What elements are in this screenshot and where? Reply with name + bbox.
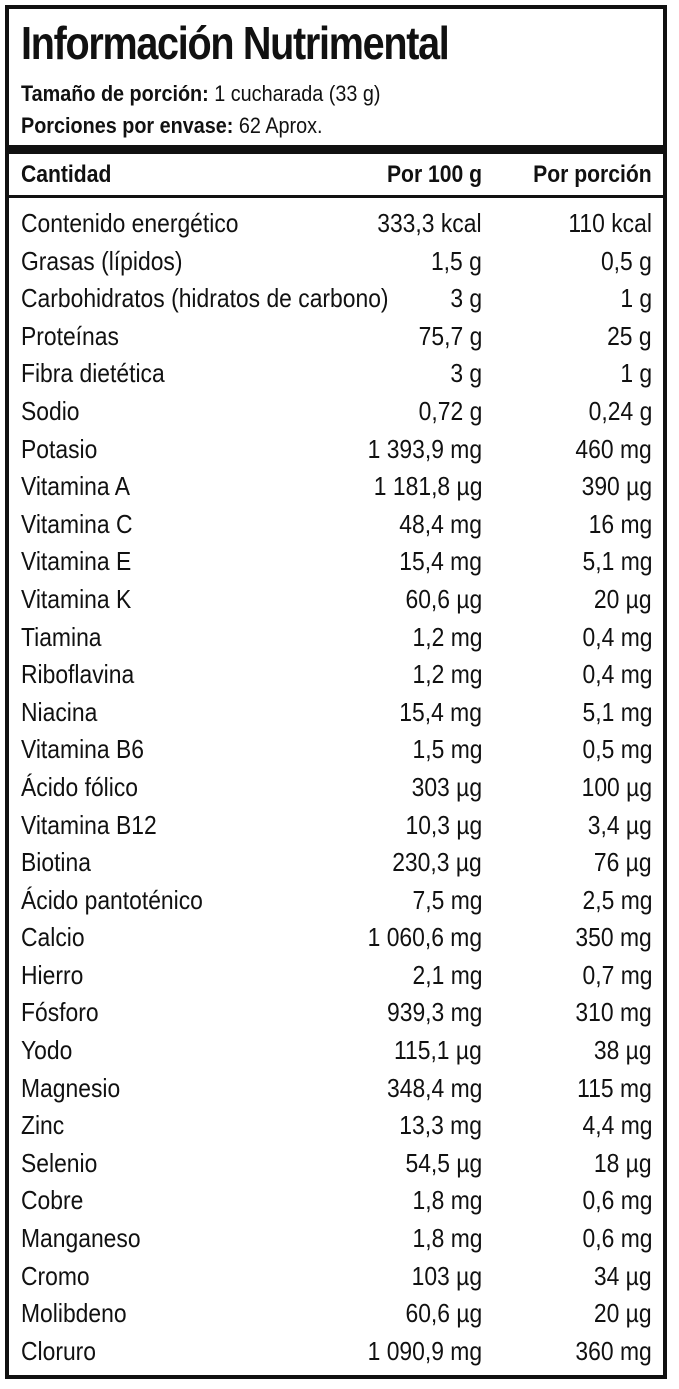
value-per-serving: 2,5 mg — [582, 884, 652, 915]
nutrient-name: Hierro — [21, 959, 84, 990]
table-row — [9, 355, 663, 393]
value-per-100g: 348,4 mg — [386, 1072, 482, 1103]
value-per-serving: 0,5 g — [601, 245, 652, 276]
table-row — [9, 844, 663, 882]
value-per-100g: 0,72 g — [418, 395, 482, 426]
value-per-100g: 75,7 g — [418, 320, 482, 351]
value-per-serving: 18 µg — [594, 1147, 652, 1178]
table-row — [9, 431, 663, 469]
table-row — [9, 1258, 663, 1296]
value-per-100g: 10,3 µg — [405, 809, 482, 840]
value-per-serving: 0,5 mg — [582, 734, 652, 765]
nutrient-name: Ácido pantoténico — [21, 884, 203, 915]
table-row — [9, 1107, 663, 1145]
column-header-per-100g: Por 100 g — [386, 161, 482, 188]
table-row — [9, 769, 663, 807]
nutrient-name: Cloruro — [21, 1335, 97, 1366]
value-per-serving: 460 mg — [575, 433, 652, 464]
table-row — [9, 656, 663, 694]
table-row — [9, 581, 663, 619]
table-row — [9, 694, 663, 732]
value-per-serving: 0,4 mg — [582, 659, 652, 690]
nutrient-name: Riboflavina — [21, 659, 135, 690]
value-per-serving: 25 g — [607, 320, 652, 351]
thick-divider — [9, 145, 663, 154]
value-per-serving: 38 µg — [594, 1035, 652, 1066]
value-per-100g: 1,5 g — [431, 245, 482, 276]
table-row — [9, 1295, 663, 1333]
servings-per-container-line — [21, 111, 323, 141]
nutrient-name: Calcio — [21, 922, 85, 953]
nutrient-name: Carbohidratos (hidratos de carbono) — [21, 283, 389, 314]
value-per-serving: 100 µg — [581, 771, 652, 802]
value-per-100g: 3 g — [450, 283, 482, 314]
nutrient-name: Biotina — [21, 847, 91, 878]
value-per-100g: 15,4 mg — [399, 546, 482, 577]
table-row — [9, 393, 663, 431]
value-per-serving: 310 mg — [575, 997, 652, 1028]
column-header-per-serving: Por porción — [533, 161, 652, 188]
value-per-100g: 103 µg — [411, 1260, 482, 1291]
value-per-serving: 20 µg — [594, 583, 652, 614]
nutrient-name: Manganeso — [21, 1223, 141, 1254]
serving-size-label: Tamaño de porción: — [21, 81, 209, 106]
value-per-serving: 0,6 mg — [582, 1223, 652, 1254]
nutrient-name: Potasio — [21, 433, 98, 464]
nutrient-name: Selenio — [21, 1147, 98, 1178]
nutrient-name: Vitamina A — [21, 471, 130, 502]
nutrient-name: Molibdeno — [21, 1298, 127, 1329]
table-row — [9, 205, 663, 243]
value-per-serving: 0,7 mg — [582, 959, 652, 990]
nutrient-name: Contenido energético — [21, 208, 239, 238]
value-per-serving: 1 g — [620, 358, 652, 389]
nutrient-name: Vitamina B6 — [21, 734, 144, 765]
table-row — [9, 1220, 663, 1258]
table-row — [9, 280, 663, 318]
value-per-100g: 1 393,9 mg — [367, 433, 482, 464]
nutrient-name: Zinc — [21, 1110, 65, 1141]
nutrient-name: Yodo — [21, 1035, 73, 1066]
value-per-100g: 54,5 µg — [405, 1147, 482, 1178]
nutrient-name: Fibra dietética — [21, 358, 165, 389]
nutrient-name: Magnesio — [21, 1072, 121, 1103]
value-per-100g: 939,3 mg — [386, 997, 482, 1028]
value-per-serving: 34 µg — [594, 1260, 652, 1291]
table-row — [9, 619, 663, 657]
page-title: Información Nutrimental — [21, 17, 449, 69]
nutrition-facts-panel — [5, 5, 667, 1379]
value-per-100g: 230,3 µg — [392, 847, 482, 878]
value-per-100g: 48,4 mg — [399, 508, 482, 539]
value-per-100g: 1,2 mg — [412, 659, 482, 690]
value-per-100g: 2,1 mg — [412, 959, 482, 990]
servings-per-container-value: 62 Aprox. — [233, 113, 323, 138]
value-per-serving: 0,4 mg — [582, 621, 652, 652]
value-per-100g: 1,2 mg — [412, 621, 482, 652]
nutrient-name: Sodio — [21, 395, 80, 426]
table-row — [9, 543, 663, 581]
table-row — [9, 506, 663, 544]
value-per-100g: 15,4 mg — [399, 696, 482, 727]
value-per-100g: 60,6 µg — [405, 583, 482, 614]
table-row — [9, 919, 663, 957]
value-per-100g: 13,3 mg — [399, 1110, 482, 1141]
table-row — [9, 243, 663, 281]
serving-size-value: 1 cucharada (33 g) — [208, 81, 381, 106]
value-per-serving: 350 mg — [575, 922, 652, 953]
value-per-serving: 110 kcal — [568, 208, 652, 238]
value-per-100g: 1 060,6 mg — [367, 922, 482, 953]
value-per-serving: 1 g — [620, 283, 652, 314]
value-per-100g: 60,6 µg — [405, 1298, 482, 1329]
table-row — [9, 1145, 663, 1183]
value-per-serving: 360 mg — [575, 1335, 652, 1366]
table-row — [9, 807, 663, 845]
nutrient-name: Vitamina B12 — [21, 809, 157, 840]
value-per-serving: 3,4 µg — [587, 809, 652, 840]
nutrient-name: Tiamina — [21, 621, 102, 652]
serving-size-line — [21, 79, 380, 109]
value-per-serving: 20 µg — [594, 1298, 652, 1329]
value-per-100g: 1 090,9 mg — [367, 1335, 482, 1366]
nutrient-name: Vitamina E — [21, 546, 132, 577]
value-per-serving: 390 µg — [581, 471, 652, 502]
header-divider — [9, 195, 663, 198]
nutrient-name: Grasas (lípidos) — [21, 245, 183, 276]
table-row — [9, 1182, 663, 1220]
table-row — [9, 731, 663, 769]
value-per-100g: 7,5 mg — [412, 884, 482, 915]
nutrient-name: Ácido fólico — [21, 771, 139, 802]
table-row — [9, 318, 663, 356]
value-per-100g: 1,8 mg — [412, 1185, 482, 1216]
nutrient-name: Fósforo — [21, 997, 99, 1028]
nutrient-name: Proteínas — [21, 320, 119, 351]
nutrient-name: Niacina — [21, 696, 98, 727]
value-per-serving: 76 µg — [594, 847, 652, 878]
nutrient-name: Vitamina C — [21, 508, 133, 539]
value-per-100g: 303 µg — [411, 771, 482, 802]
value-per-serving: 4,4 mg — [582, 1110, 652, 1141]
value-per-100g: 1,5 mg — [412, 734, 482, 765]
value-per-100g: 1,8 mg — [412, 1223, 482, 1254]
value-per-serving: 0,6 mg — [582, 1185, 652, 1216]
table-row — [9, 994, 663, 1032]
nutrient-table — [9, 205, 663, 1370]
nutrient-name: Cromo — [21, 1260, 90, 1291]
column-header-quantity: Cantidad — [21, 161, 112, 188]
value-per-serving: 16 mg — [588, 508, 652, 539]
table-row — [9, 957, 663, 995]
servings-per-container-label: Porciones por envase: — [21, 113, 234, 138]
nutrient-name: Vitamina K — [21, 583, 132, 614]
table-row — [9, 468, 663, 506]
table-row — [9, 1070, 663, 1108]
value-per-serving: 5,1 mg — [582, 696, 652, 727]
nutrient-name: Cobre — [21, 1185, 84, 1216]
value-per-100g: 1 181,8 µg — [373, 471, 482, 502]
value-per-serving: 115 mg — [577, 1072, 652, 1103]
value-per-100g: 3 g — [450, 358, 482, 389]
table-row — [9, 882, 663, 920]
value-per-100g: 333,3 kcal — [377, 208, 482, 238]
value-per-100g: 115,1 µg — [394, 1035, 482, 1066]
table-row — [9, 1333, 663, 1371]
table-row — [9, 1032, 663, 1070]
value-per-serving: 5,1 mg — [582, 546, 652, 577]
value-per-serving: 0,24 g — [588, 395, 652, 426]
